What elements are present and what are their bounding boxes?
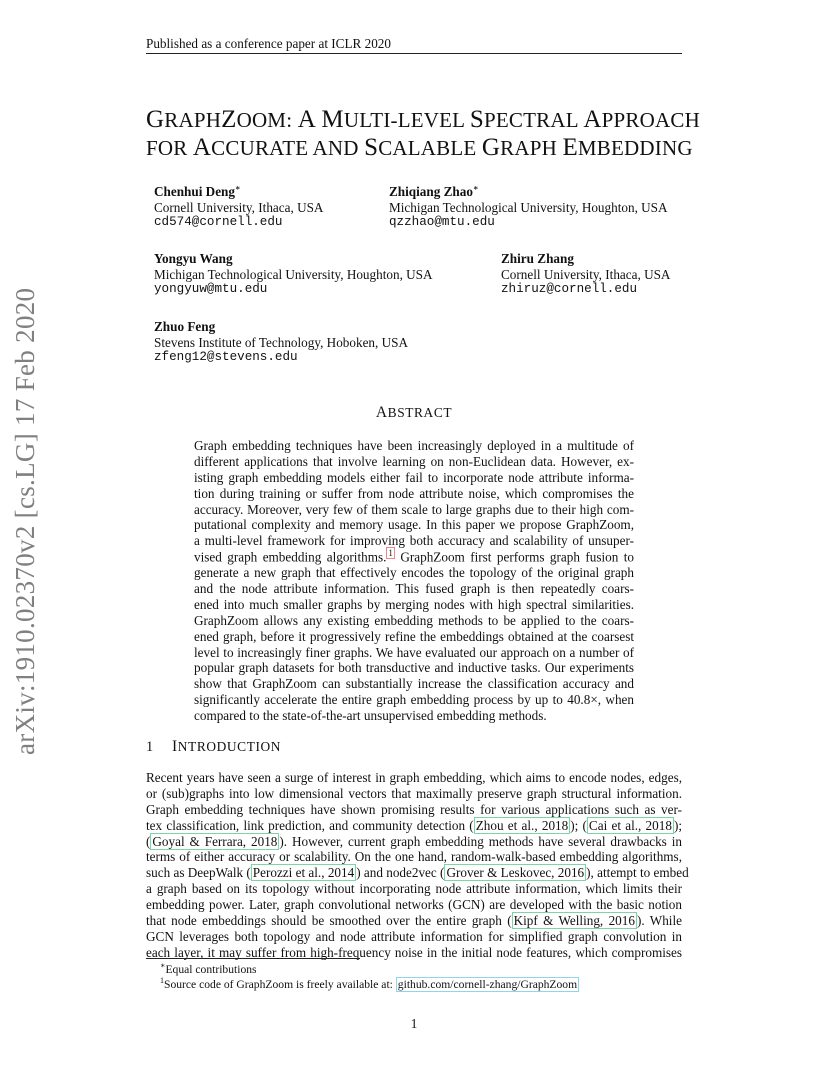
title-text: : <box>286 108 298 132</box>
author-affiliation: Cornell University, Ithaca, USA <box>154 199 324 215</box>
footnote-ref-link[interactable]: 1 <box>388 548 393 559</box>
abstract-line: compared to the state-of-the-art unsupervised embedding methods. <box>194 708 547 724</box>
intro-line: tex classification, link prediction, and community detection ( Zhou et al., 2018 ); ( Cai et al., 2018 ); <box>146 817 682 833</box>
footnote: $^1$Source code of GraphZoom is freely available at: github.com/cornell-zhang/GraphZoom <box>160 976 578 992</box>
title-smallcaps: FOR <box>146 136 193 160</box>
citation-link[interactable]: Cai et al., 2018 <box>588 817 672 833</box>
author-affiliation: Cornell University, Ithaca, USA <box>501 266 671 282</box>
abstract-line: show that GraphZoom can substantially increase the classification accuracy and <box>194 676 634 692</box>
author-name: Yongyu Wang <box>154 251 233 266</box>
footnote-rule <box>146 958 360 959</box>
title-capital: Z <box>221 106 237 133</box>
title-capital: G <box>481 134 501 161</box>
intro-line: embedding power. Later, graph convolutional networks (GCN) are developed with the basic notion <box>146 897 682 913</box>
intro-line: each layer, it may suffer from high-frequency noise in the initial node features, which compromises <box>146 944 682 960</box>
intro-line: or (sub)graphs into low dimensional vectors that maximally preserve graph structural information. <box>146 785 682 801</box>
abstract-line: GraphZoom allows any existing embedding methods to be applied to the coars- <box>194 612 634 628</box>
author-block <box>389 184 668 231</box>
author-name: Chenhui Deng∗ <box>154 183 241 199</box>
running-header: Published as a conference paper at ICLR 2020 <box>146 36 391 51</box>
abstract-line: ened graph, before it progressively refine the embeddings obtained at the coarsest <box>194 628 634 644</box>
title-capital: A <box>297 106 316 133</box>
intro-line: ( Goyal & Ferrara, 2018 ). However, current graph embedding methods have several drawbacks in <box>146 833 682 849</box>
title-smallcaps: MBEDDING <box>577 136 693 160</box>
intro-line: a graph based on its topology without incorporating node attribute information, which limits their <box>146 881 682 897</box>
header-rule <box>146 53 682 54</box>
abstract-heading: ABSTRACT <box>375 404 453 421</box>
author-affiliation: Michigan Technological University, Houghton, USA <box>154 266 433 282</box>
title-smallcaps: RAPH <box>500 136 563 160</box>
title-smallcaps: ULTI-LEVEL <box>343 108 470 132</box>
author-affiliation: Stevens Institute of Technology, Hoboken, USA <box>154 334 409 350</box>
intro-line: terms of either accuracy or scalability. On the one hand, random-walk-based embedding algorithms, <box>146 849 682 865</box>
title-capital: G <box>146 106 165 133</box>
title-smallcaps: RAPH <box>164 108 222 132</box>
source-code-link[interactable]: github.com/cornell-zhang/GraphZoom <box>397 978 578 992</box>
title-capital: S <box>469 106 484 133</box>
section-heading-introduction: 1 INTRODUCTION <box>146 738 282 755</box>
author-email[interactable]: cd574@cornell.edu <box>154 215 283 229</box>
author-block <box>154 319 408 366</box>
author-email[interactable]: qzzhao@mtu.edu <box>389 215 495 229</box>
author-affiliation: Michigan Technological University, Houghton, USA <box>389 199 668 215</box>
title-smallcaps: CCURATE AND <box>211 136 365 160</box>
title-capital: E <box>562 134 578 161</box>
intro-line: that node embeddings should be smoothed over the entire graph ( Kipf & Welling, 2016 ). While <box>146 913 682 929</box>
title-line-1 <box>146 106 706 134</box>
abstract-line: popular graph datasets for both transductive and inductive tasks. Our experiments <box>194 660 634 676</box>
intro-line: such as DeepWalk ( Perozzi et al., 2014 ) and node2vec ( Grover & Leskovec, 2016 ), attempt to embed <box>146 865 689 881</box>
title-line-2 <box>146 134 706 162</box>
footnote: ∗Equal contributions <box>160 961 257 976</box>
author-block <box>154 251 433 298</box>
intro-line: Graph embedding techniques have shown promising results for various applications such as ver- <box>146 801 682 817</box>
abstract-line: a multi-level framework for improving both accuracy and scalability of unsuper- <box>194 533 634 549</box>
citation-link[interactable]: Zhou et al., 2018 <box>475 817 569 833</box>
author-name: Zhiqiang Zhao∗ <box>389 183 479 199</box>
author-block <box>154 184 323 231</box>
abstract-line: vised graph embedding algorithms. $^1$ GraphZoom first performs graph fusion to <box>194 548 634 565</box>
abstract-line: and the node attribute information. This fused graph is then repeatedly coars- <box>194 581 634 597</box>
arxiv-stamp: arXiv:1910.02370v2 [cs.LG] 17 Feb 2020 <box>10 287 40 755</box>
abstract-line: ened into much smaller graphs by merging nodes with high spectral similarities. <box>194 596 634 612</box>
abstract-line: isting graph embedding models either fail to incorporate node attribute informa- <box>194 469 634 485</box>
intro-line: Recent years have seen a surge of interest in graph embedding, which aims to encode nodes, edges, <box>146 770 682 785</box>
title-smallcaps: PECTRAL <box>483 108 584 132</box>
citation-link[interactable]: Perozzi et al., 2014 <box>252 865 355 881</box>
abstract-line: putational complexity and memory usage. In this paper we propose GraphZoom, <box>194 517 634 533</box>
title-capital: M <box>321 106 344 133</box>
abstract-line: different applications that involve learning on non-Euclidean data. However, ex- <box>194 453 634 469</box>
author-name: Zhiru Zhang <box>501 251 574 266</box>
abstract-line: significantly accelerate the entire graph embedding process by up to 40.8×, when <box>194 692 634 708</box>
abstract-line: Graph embedding techniques have been increasingly deployed in a multitude of <box>194 438 634 453</box>
abstract-line: accuracy. Moreover, very few of them scale to large graphs due to their high com- <box>194 501 634 517</box>
title-smallcaps: CALABLE <box>378 136 482 160</box>
author-email[interactable]: zhiruz@cornell.edu <box>501 282 638 296</box>
abstract-line: generate a new graph that effectively encodes the topology of the original graph <box>194 565 634 581</box>
abstract-line: level to increasingly finer graphs. We have evaluated our approach on a number of <box>194 644 634 660</box>
author-block <box>501 251 670 298</box>
citation-link[interactable]: Grover & Leskovec, 2016 <box>446 865 585 881</box>
author-name: Zhuo Feng <box>154 319 216 334</box>
author-email[interactable]: zfeng12@stevens.edu <box>154 350 298 364</box>
page-number: 1 <box>410 1016 418 1031</box>
author-email[interactable]: yongyuw@mtu.edu <box>154 282 268 296</box>
abstract-line: tion during training or suffer from node attribute noise, which compromises the <box>194 485 634 501</box>
paper-title <box>146 106 706 162</box>
introduction-body <box>146 770 689 961</box>
title-capital: A <box>583 106 602 133</box>
title-capital: A <box>192 134 212 161</box>
citation-link[interactable]: Goyal & Ferrara, 2018 <box>152 833 278 849</box>
title-smallcaps: PPROACH <box>601 108 700 132</box>
abstract-body <box>194 438 634 724</box>
title-smallcaps: OOM <box>236 108 287 132</box>
citation-link[interactable]: Kipf & Welling, 2016 <box>513 913 635 929</box>
intro-line: GCN leverages both topology and node attribute information for simplified graph convolution in <box>146 928 682 944</box>
footnotes <box>160 962 680 993</box>
title-capital: S <box>364 134 379 161</box>
